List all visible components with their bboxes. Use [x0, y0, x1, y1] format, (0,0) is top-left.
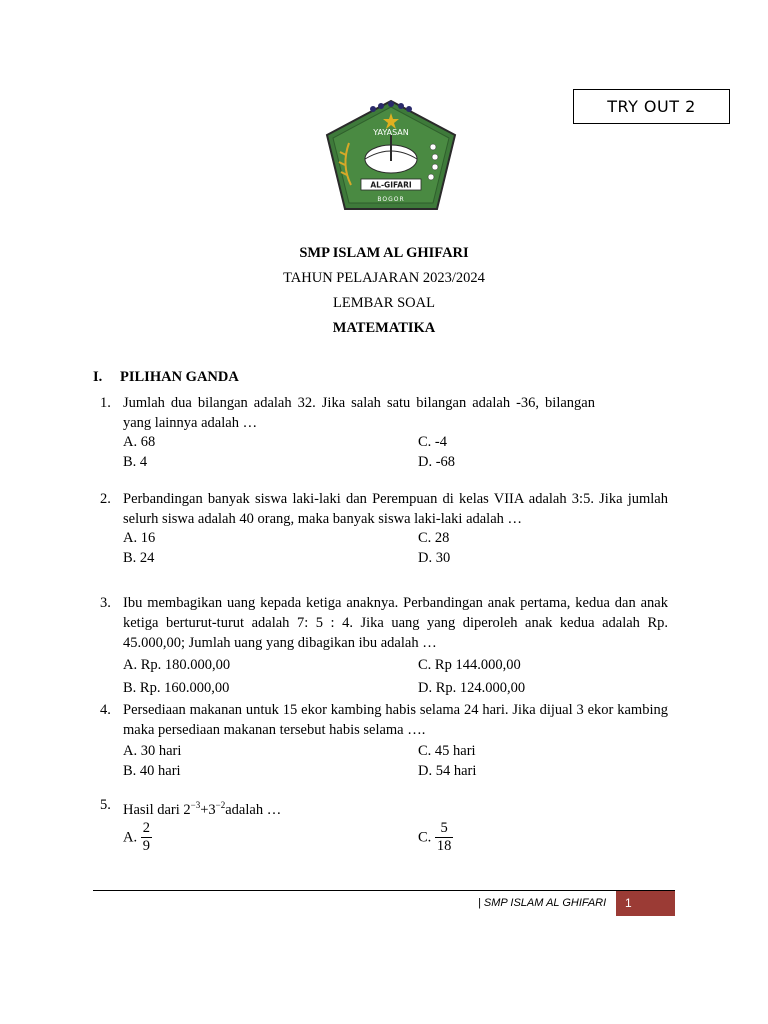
question-text: Ibu membagikan uang kepada ketiga anaknya. Perbandingan anak pertama, kedua dan anak ketiga berturut-turut adalah 7: 5 : 4. Jika uang yang diperoleh anak kedua adalah Rp. 45.000,00; Jumlah uang yang dibagikan ibu adalah … — [123, 595, 668, 651]
logo-top-text: YAYASAN — [373, 128, 409, 137]
question-text-before: Hasil dari — [123, 801, 184, 818]
option-b: B. 24 — [123, 550, 155, 566]
school-name: SMP ISLAM AL GHIFARI — [299, 245, 469, 261]
option-d: D. -68 — [418, 454, 456, 470]
tryout-label: TRY OUT 2 — [573, 89, 730, 124]
question-2 — [100, 489, 668, 529]
question-number: 3. — [100, 595, 111, 611]
option-c: C. 28 — [418, 530, 450, 546]
option-a: A. Rp. 180.000,00 — [123, 657, 231, 673]
power-term-2: $3^{-2}$ — [208, 800, 226, 818]
section-number: I. — [93, 369, 103, 385]
footer-school: | SMP ISLAM AL GHIFARI — [478, 897, 607, 909]
academic-year: TAHUN PELAJARAN 2023/2024 — [283, 270, 485, 286]
page-number: 1 — [616, 891, 675, 916]
plus-sign: + — [200, 801, 209, 818]
option-a: A. 16 — [123, 530, 156, 546]
question-1 — [100, 393, 668, 433]
question-number: 2. — [100, 491, 111, 507]
school-logo — [323, 95, 459, 215]
question-text: Persediaan makanan untuk 15 ekor kambing habis selama 24 hari. Jika dijual 3 ekor kambing maka persediaan makanan tersebut habis selama …. — [123, 702, 668, 738]
option-letter: A. — [123, 829, 138, 846]
question-5 — [100, 795, 668, 820]
option-d: D. Rp. 124.000,00 — [418, 680, 526, 696]
option-a: A. 30 hari — [123, 743, 182, 759]
question-3 — [100, 593, 668, 653]
logo-band-text: AL-GIFARI — [370, 180, 412, 190]
question-4 — [100, 700, 668, 740]
subject-title: MATEMATIKA — [332, 320, 436, 336]
question-text: Perbandingan banyak siswa laki-laki dan Perempuan di kelas VIIA adalah 3:5. Jika jumlah selurh siswa adalah 40 orang, maka banyak siswa laki-laki adalah … — [123, 491, 668, 527]
logo-bottom-text: BOGOR — [377, 196, 405, 203]
option-d: D. 30 — [418, 550, 451, 566]
question-number: 4. — [100, 702, 111, 718]
section-heading — [93, 369, 239, 386]
option-a — [123, 820, 152, 855]
option-d: D. 54 hari — [418, 763, 477, 779]
fraction: $\frac{2}{9}$ — [142, 820, 150, 854]
option-c: C. 45 hari — [418, 743, 476, 759]
question-number: 1. — [100, 395, 111, 411]
option-b: B. 4 — [123, 454, 148, 470]
question-text-after: adalah … — [225, 801, 282, 818]
fraction: $\frac{5}{18}$ — [436, 820, 452, 854]
option-c: C. -4 — [418, 434, 447, 450]
question-text: Jumlah dua bilangan adalah 32. Jika salah satu bilangan adalah -36, bilangan yang lainnya adalah … — [123, 395, 595, 431]
footer-divider — [93, 890, 675, 891]
option-c — [418, 820, 453, 855]
question-number: 5. — [100, 797, 111, 813]
option-letter: C. — [418, 829, 432, 846]
sheet-type: LEMBAR SOAL — [333, 295, 435, 311]
question-text — [123, 795, 668, 820]
power-term-1: $2^{-3}$ — [183, 800, 201, 818]
option-b: B. 40 hari — [123, 763, 181, 779]
option-b: B. Rp. 160.000,00 — [123, 680, 230, 696]
option-a: A. 68 — [123, 434, 156, 450]
section-title: PILIHAN GANDA — [120, 369, 239, 385]
option-c: C. Rp 144.000,00 — [418, 657, 521, 673]
